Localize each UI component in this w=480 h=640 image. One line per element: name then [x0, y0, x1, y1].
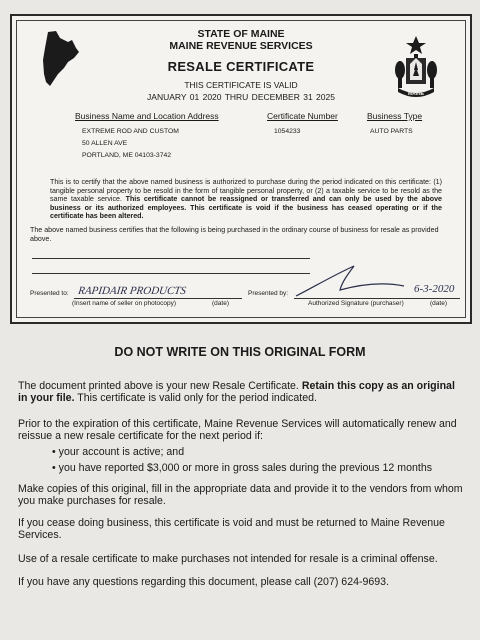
instructions-paragraph-3: Make copies of this original, fill in the appropriate data and provide it to the vendors from whom you make purchases for resale. — [18, 483, 463, 508]
certification-paragraph — [50, 178, 442, 221]
instructions-paragraph-2: Prior to the expiration of this certificate, Maine Revenue Services will automatically renew and reissue a new resale certificate for the next period if: — [18, 418, 457, 443]
valid-label: THIS CERTIFICATE IS VALID — [184, 80, 298, 90]
instructions-heading: DO NOT WRITE ON THIS ORIGINAL FORM — [114, 345, 366, 359]
presented-by-label: Presented by: — [248, 290, 289, 297]
bullet-item-1 — [52, 446, 184, 458]
date-caption: (date) — [212, 300, 229, 307]
presented-to-label: Presented to: — [30, 290, 69, 297]
svg-text:RAPIDAIR PRODUCTS: RAPIDAIR PRODUCTS — [78, 285, 187, 297]
instructions-paragraph-6: If you have any questions regarding this document, please call (207) 624-9693. — [18, 576, 390, 588]
bullet-text-1: your account is active; and — [58, 446, 185, 458]
resale-certificate — [10, 14, 472, 324]
svg-text:MAINE: MAINE — [407, 91, 425, 97]
certification-bold-text: This certificate cannot be reassigned or transferred and can only be used by the above business or its authorized employees. This certificate is void if the business has ceased operating or if the certificate has been altered. — [50, 195, 442, 221]
certificate-title: RESALE CERTIFICATE — [167, 59, 315, 74]
p1-text-a: The document printed above is your new Resale Certificate. — [18, 380, 302, 392]
bullet-icon: • — [52, 446, 59, 458]
instructions-paragraph-4: If you cease doing business, this certificate is void and must be returned to Maine Revenue Services. — [18, 517, 445, 542]
valid-date-range: JANUARY 01 2020 THRU DECEMBER 31 2025 — [147, 92, 335, 102]
svg-text:6-3-2020: 6-3-2020 — [414, 283, 455, 295]
bullet-text-2: you have reported $3,000 or more in gross sales during the previous 12 months — [58, 462, 433, 474]
business-city: PORTLAND, ME 04103-3742 — [82, 152, 172, 159]
seller-caption: (Insert name of seller on photocopy) — [72, 300, 177, 307]
column-business-type: Business Type — [367, 111, 423, 121]
p1-text-bold: Retain this copy as an original in your file. — [18, 380, 455, 405]
instructions-paragraph-1 — [18, 380, 464, 404]
agency-name: MAINE REVENUE SERVICES — [169, 40, 313, 52]
purchase-line-1 — [32, 258, 310, 259]
handwritten-signature — [292, 260, 472, 302]
business-type: AUTO PARTS — [370, 128, 413, 135]
column-name-address: Business Name and Location Address — [75, 111, 219, 121]
instructions-paragraph-5: Use of a resale certificate to make purchases not intended for resale is a criminal offense. — [18, 553, 438, 565]
bullet-icon: • — [52, 462, 59, 474]
business-street: 50 ALLEN AVE — [82, 140, 128, 147]
column-cert-number: Certificate Number — [267, 111, 338, 121]
business-name: EXTREME ROD AND CUSTOM — [82, 128, 179, 135]
certificate-number: 1054233 — [274, 128, 301, 135]
purchase-line-2 — [32, 273, 310, 274]
purchase-statement: The above named business certifies that the following is being purchased in the ordinary course of business for resale as provided above. — [30, 226, 439, 243]
signature-caption: Authorized Signature (purchaser) — [308, 300, 404, 307]
p1-text-c: This certificate is valid only for the period indicated. — [74, 392, 317, 405]
bullet-item-2 — [52, 462, 432, 474]
certification-text: This is to certify that the above named business is authorized to purchase during the period indicated on this certificate: (1) tangible personal property to be resold in the form of tangible personal property, or (2) a taxable service to be resold as the same taxable service. — [50, 178, 442, 204]
date-caption-2: (date) — [430, 300, 447, 307]
state-name: STATE OF MAINE — [197, 28, 285, 40]
